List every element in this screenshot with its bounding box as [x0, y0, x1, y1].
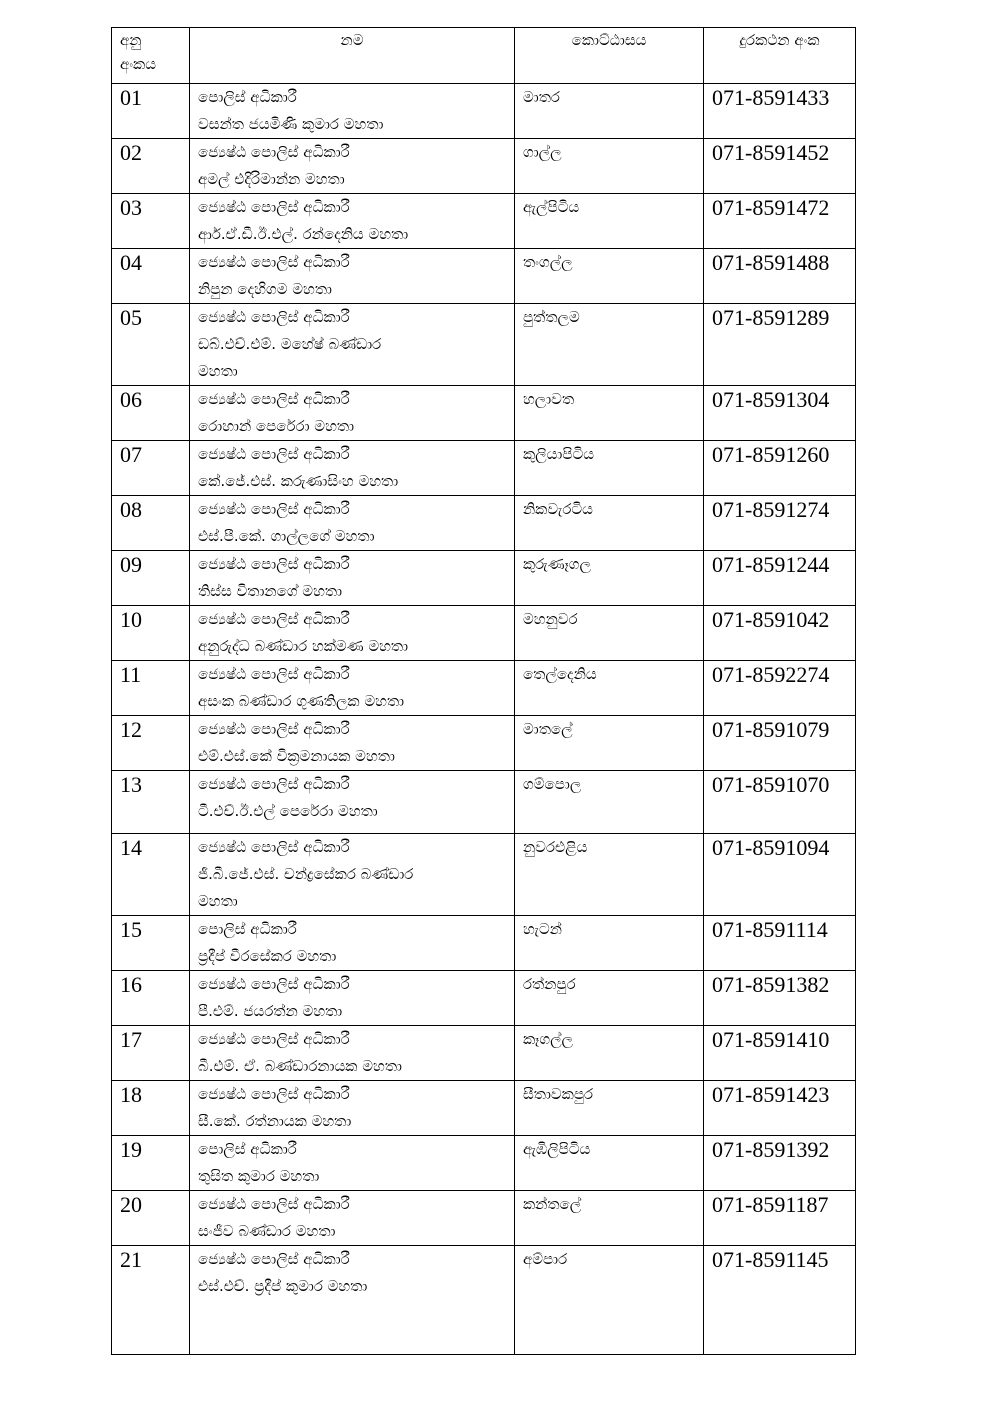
- officer-rank: ජ්‍යෙෂ්ඨ පොලිස් අධිකාරී: [198, 390, 350, 408]
- phone-number-cell: 071-8591070: [704, 771, 856, 834]
- officer-rank: ජ්‍යෙෂ්ඨ පොලිස් අධිකාරී: [198, 308, 350, 326]
- officer-rank: ජ්‍යෙෂ්ඨ පොලිස් අධිකාරී: [198, 720, 350, 738]
- officer-name: ඩබ්.එච්.එම්. මහේෂ් බණ්ඩාර: [198, 335, 382, 353]
- table-row: [112, 1246, 856, 1355]
- officer-name-cell: [190, 441, 515, 496]
- officer-name-cell: [190, 1246, 515, 1355]
- division-cell: සීතාවකපුර: [515, 1081, 704, 1136]
- table-row: [112, 771, 856, 834]
- phone-number-cell: 071-8591145: [704, 1246, 856, 1355]
- phone-number-cell: 071-8591392: [704, 1136, 856, 1191]
- serial-number-cell: 05: [112, 304, 190, 386]
- officer-name: තිස්ස විතානගේ මහතා: [198, 582, 343, 600]
- serial-number-cell: 03: [112, 194, 190, 249]
- officer-name: නිපුන දෙහිගම මහතා: [198, 280, 332, 298]
- serial-number-cell: 10: [112, 606, 190, 661]
- officer-name-cell: [190, 1136, 515, 1191]
- officer-rank: ජ්‍යෙෂ්ඨ පොලිස් අධිකාරී: [198, 1250, 350, 1268]
- table-row: [112, 1136, 856, 1191]
- officer-name: ජී.බී.ජේ.එස්. චන්ද්‍රසේකර බණ්ඩාර: [198, 865, 414, 883]
- serial-number-cell: 15: [112, 916, 190, 971]
- officer-name: කේ.ජේ.එස්. කරුණාසිංහ මහතා: [198, 472, 399, 490]
- serial-number-cell: 17: [112, 1026, 190, 1081]
- table-row: [112, 139, 856, 194]
- officer-rank: ජ්‍යෙෂ්ඨ පොලිස් අධිකාරී: [198, 198, 350, 216]
- phone-number-cell: 071-8591452: [704, 139, 856, 194]
- officer-name-cell: [190, 916, 515, 971]
- officer-name-cell: [190, 84, 515, 139]
- officer-name-cell: [190, 1026, 515, 1081]
- officer-name-cell: [190, 661, 515, 716]
- serial-number-cell: 07: [112, 441, 190, 496]
- officer-name: සී.කේ. රත්නායක මහතා: [198, 1112, 352, 1130]
- table-row: [112, 971, 856, 1026]
- table-row: [112, 551, 856, 606]
- officer-name: අසංක බණ්ඩාර ගුණතිලක මහතා: [198, 692, 405, 710]
- officer-rank: ජ්‍යෙෂ්ඨ පොලිස් අධිකාරී: [198, 610, 350, 628]
- officer-name-cell: [190, 139, 515, 194]
- officer-name: සංජීව බණ්ඩාර මහතා: [198, 1222, 336, 1240]
- phone-number-cell: 071-8591187: [704, 1191, 856, 1246]
- officer-name: එම්.එස්.කේ වික්‍රමනායක මහතා: [198, 747, 395, 765]
- table-row: [112, 84, 856, 139]
- officer-rank: ජ්‍යෙෂ්ඨ පොලිස් අධිකාරී: [198, 500, 350, 518]
- header-division: කොට්ඨාසය: [515, 28, 704, 84]
- serial-number-cell: 18: [112, 1081, 190, 1136]
- division-cell: ගාල්ල: [515, 139, 704, 194]
- phone-number-cell: 071-8591079: [704, 716, 856, 771]
- phone-number-cell: 071-8591472: [704, 194, 856, 249]
- officer-rank: ජ්‍යෙෂ්ඨ පොලිස් අධිකාරී: [198, 253, 350, 271]
- serial-number-cell: 11: [112, 661, 190, 716]
- officer-name-cell: [190, 496, 515, 551]
- serial-number-cell: 21: [112, 1246, 190, 1355]
- table-row: [112, 916, 856, 971]
- table-row: [112, 1191, 856, 1246]
- officer-name: එස්.පී.කේ. ගාල්ලගේ මහතා: [198, 527, 375, 545]
- table-row: [112, 249, 856, 304]
- officer-name-cell: [190, 386, 515, 441]
- officer-rank: ජ්‍යෙෂ්ඨ පොලිස් අධිකාරී: [198, 143, 350, 161]
- officer-rank: ජ්‍යෙෂ්ඨ පොලිස් අධිකාරී: [198, 1195, 350, 1213]
- officer-name: වසන්ත ජයමිණි කුමාර මහතා: [198, 115, 384, 133]
- division-cell: කුලියාපිටිය: [515, 441, 704, 496]
- phone-number-cell: 071-8591114: [704, 916, 856, 971]
- header-serial-no: අනු අංකය: [112, 28, 190, 84]
- officer-name-cell: [190, 834, 515, 916]
- serial-number-cell: 14: [112, 834, 190, 916]
- officer-rank: ජ්‍යෙෂ්ඨ පොලිස් අධිකාරී: [198, 1085, 350, 1103]
- header-phone: දුරකථන අංක: [704, 28, 856, 84]
- division-cell: මාතර: [515, 84, 704, 139]
- division-cell: කෑගල්ල: [515, 1026, 704, 1081]
- officer-rank: පොලිස් අධිකාරී: [198, 88, 297, 106]
- table-row: [112, 386, 856, 441]
- division-cell: හැටන්: [515, 916, 704, 971]
- serial-number-cell: 09: [112, 551, 190, 606]
- phone-number-cell: 071-8591410: [704, 1026, 856, 1081]
- officer-name-cell: [190, 971, 515, 1026]
- phone-number-cell: 071-8592274: [704, 661, 856, 716]
- serial-number-cell: 20: [112, 1191, 190, 1246]
- officer-name-cell: [190, 304, 515, 386]
- division-cell: නිකවැරටිය: [515, 496, 704, 551]
- phone-number-cell: 071-8591260: [704, 441, 856, 496]
- officer-rank: ජ්‍යෙෂ්ඨ පොලිස් අධිකාරී: [198, 665, 350, 683]
- officer-rank: ජ්‍යෙෂ්ඨ පොලිස් අධිකාරී: [198, 555, 350, 573]
- table-row: [112, 194, 856, 249]
- officer-rank: ජ්‍යෙෂ්ඨ පොලිස් අධිකාරී: [198, 1030, 350, 1048]
- officer-name: පී.එම්. ජයරත්න මහතා: [198, 1002, 343, 1020]
- division-cell: ගම්පොල: [515, 771, 704, 834]
- phone-number-cell: 071-8591094: [704, 834, 856, 916]
- serial-number-cell: 16: [112, 971, 190, 1026]
- officer-name-cell: [190, 194, 515, 249]
- header-row: [112, 28, 856, 84]
- division-cell: ඇඹිලිපිටිය: [515, 1136, 704, 1191]
- serial-number-cell: 01: [112, 84, 190, 139]
- serial-number-cell: 08: [112, 496, 190, 551]
- division-cell: ඇල්පිටිය: [515, 194, 704, 249]
- table-row: [112, 441, 856, 496]
- table-row: [112, 661, 856, 716]
- officer-name: රොහාන් පෙරේරා මහතා: [198, 417, 355, 435]
- officer-name-cell: [190, 1081, 515, 1136]
- officer-rank: පොලිස් අධිකාරී: [198, 920, 297, 938]
- officer-name-cell: [190, 606, 515, 661]
- officer-name-cell: [190, 551, 515, 606]
- officer-name: එස්.එච්. ප්‍රදීප් කුමාර මහතා: [198, 1277, 368, 1295]
- serial-number-cell: 06: [112, 386, 190, 441]
- officer-name: මහතා: [198, 362, 238, 380]
- division-cell: නුවරඑළිය: [515, 834, 704, 916]
- phone-number-cell: 071-8591433: [704, 84, 856, 139]
- officer-contact-table: [111, 27, 856, 1355]
- officer-name-cell: [190, 716, 515, 771]
- division-cell: මාතලේ: [515, 716, 704, 771]
- phone-number-cell: 071-8591042: [704, 606, 856, 661]
- phone-number-cell: 071-8591488: [704, 249, 856, 304]
- header-name: නම: [190, 28, 515, 84]
- serial-number-cell: 12: [112, 716, 190, 771]
- officer-name: තුසිත කුමාර මහතා: [198, 1167, 320, 1185]
- phone-number-cell: 071-8591304: [704, 386, 856, 441]
- officer-rank: ජ්‍යෙෂ්ඨ පොලිස් අධිකාරී: [198, 445, 350, 463]
- division-cell: තෙල්දෙනිය: [515, 661, 704, 716]
- phone-number-cell: 071-8591382: [704, 971, 856, 1026]
- division-cell: රත්නපුර: [515, 971, 704, 1026]
- table-row: [112, 496, 856, 551]
- officer-name: ටී.එච්.ඊ.එල් පෙරේරා මහතා: [198, 802, 378, 820]
- division-cell: පුත්තලම: [515, 304, 704, 386]
- phone-number-cell: 071-8591244: [704, 551, 856, 606]
- serial-number-cell: 13: [112, 771, 190, 834]
- officer-name-cell: [190, 1191, 515, 1246]
- division-cell: හලාවත: [515, 386, 704, 441]
- officer-name-cell: [190, 771, 515, 834]
- table-row: [112, 304, 856, 386]
- division-cell: මහනුවර: [515, 606, 704, 661]
- officer-rank: ජ්‍යෙෂ්ඨ පොලිස් අධිකාරී: [198, 775, 350, 793]
- division-cell: කුරුණෑගල: [515, 551, 704, 606]
- division-cell: කන්තලේ: [515, 1191, 704, 1246]
- phone-number-cell: 071-8591423: [704, 1081, 856, 1136]
- officer-rank: ජ්‍යෙෂ්ඨ පොලිස් අධිකාරී: [198, 838, 350, 856]
- officer-name: මහතා: [198, 892, 238, 910]
- officer-name: අමල් එදිරිමාන්න මහතා: [198, 170, 345, 188]
- officer-name: අනුරුද්ධ බණ්ඩාර හක්මණ මහතා: [198, 637, 409, 655]
- officer-name-cell: [190, 249, 515, 304]
- officer-rank: පොලිස් අධිකාරී: [198, 1140, 297, 1158]
- table-row: [112, 716, 856, 771]
- phone-number-cell: 071-8591274: [704, 496, 856, 551]
- table-row: [112, 606, 856, 661]
- division-cell: අම්පාර: [515, 1246, 704, 1355]
- table-row: [112, 1026, 856, 1081]
- phone-number-cell: 071-8591289: [704, 304, 856, 386]
- serial-number-cell: 02: [112, 139, 190, 194]
- table-row: [112, 1081, 856, 1136]
- officer-rank: ජ්‍යෙෂ්ඨ පොලිස් අධිකාරී: [198, 975, 350, 993]
- serial-number-cell: 04: [112, 249, 190, 304]
- table-row: [112, 834, 856, 916]
- officer-name: ප්‍රදීප් වීරසේකර මහතා: [198, 947, 337, 965]
- serial-number-cell: 19: [112, 1136, 190, 1191]
- officer-name: ආර්.ඒ.ඩී.ඊ.එල්. රන්දෙනිය මහතා: [198, 225, 409, 243]
- division-cell: තංගල්ල: [515, 249, 704, 304]
- officer-name: බී.එම්. ඒ. බණ්ඩාරනායක මහතා: [198, 1057, 402, 1075]
